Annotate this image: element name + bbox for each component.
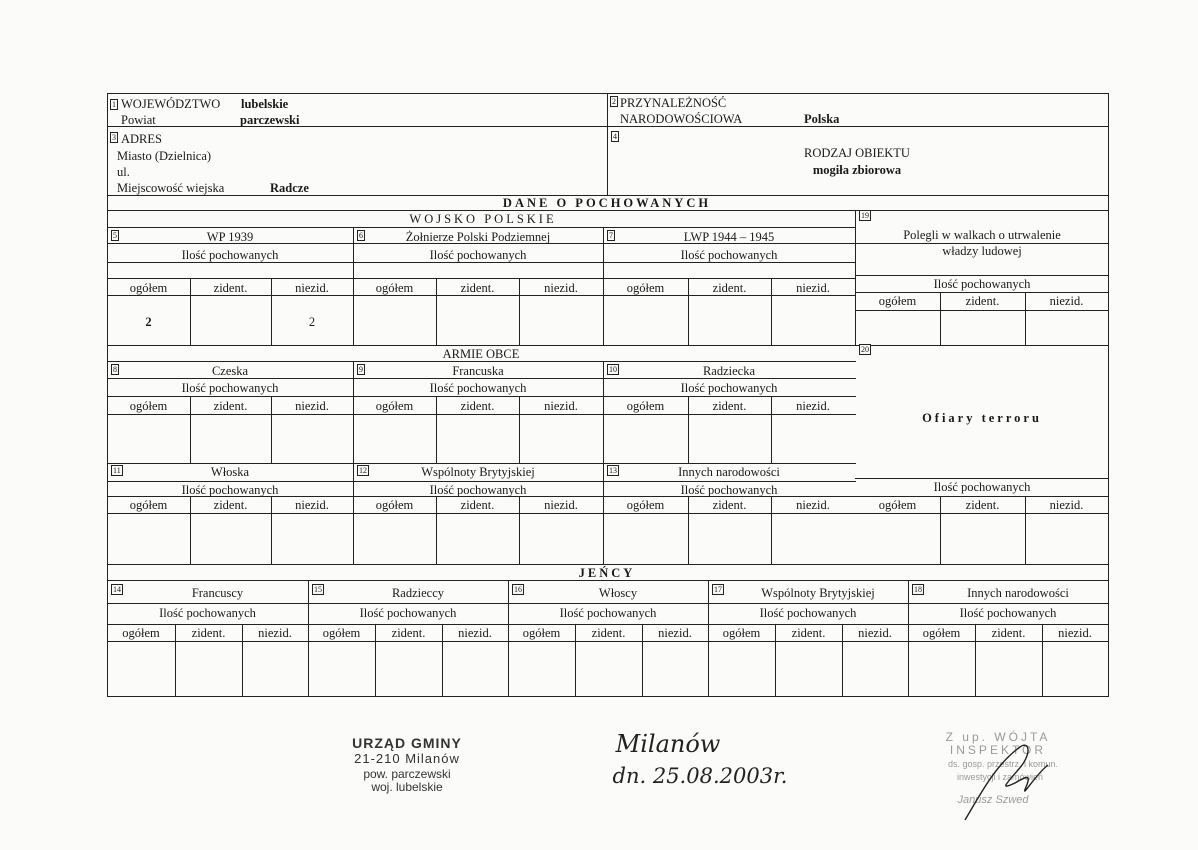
grid-line — [519, 396, 520, 464]
form-text: władzy ludowej — [942, 244, 1022, 258]
form-text: zident. — [991, 626, 1026, 640]
grid-line — [107, 641, 1109, 642]
field-number: 20 — [861, 345, 869, 354]
form-text: ADRES — [121, 132, 162, 146]
form-text: niezid. — [544, 399, 578, 413]
form-text: Ilość pochowanych — [181, 248, 279, 262]
form-text: ogółem — [522, 626, 561, 640]
grid-line — [771, 278, 772, 346]
grid-line — [107, 513, 1109, 514]
grid-line — [519, 496, 520, 565]
grid-line — [375, 624, 376, 697]
field-number: 5 — [113, 231, 117, 240]
grid-line — [107, 93, 1109, 94]
grid-line — [353, 463, 354, 565]
grid-line — [107, 93, 108, 697]
field-number: 14 — [113, 585, 121, 594]
field-number: 10 — [609, 365, 617, 374]
grid-line — [1042, 624, 1043, 697]
grid-line — [308, 580, 309, 697]
grid-line — [107, 603, 1109, 604]
grid-line — [190, 278, 191, 346]
form-text: INSPEKTOR — [949, 743, 1047, 757]
form-text: ogółem — [878, 498, 917, 512]
field-number: 13 — [609, 466, 617, 475]
form-text: ogółem — [375, 281, 414, 295]
field-number: 11 — [113, 466, 121, 475]
form-text: Włoscy — [598, 586, 638, 600]
form-text: ogółem — [129, 498, 168, 512]
grid-line — [190, 396, 191, 464]
grid-line — [1025, 292, 1026, 346]
grid-line — [107, 278, 856, 279]
grid-line — [771, 496, 772, 565]
grid-line — [436, 396, 437, 464]
form-text: Ilość pochowanych — [680, 248, 778, 262]
field-number: 1 — [112, 100, 116, 109]
field-number: 6 — [359, 231, 363, 240]
grid-line — [688, 496, 689, 565]
form-text: Ilość pochowanych — [933, 480, 1031, 494]
grid-line — [107, 463, 856, 464]
form-text: ogółem — [322, 626, 361, 640]
grid-line — [107, 210, 1109, 211]
form-text: niezid. — [458, 626, 492, 640]
form-text: NARODOWOŚCIOWA — [620, 112, 743, 126]
handwritten-date: dn. 25.08.2003r. — [612, 764, 788, 788]
form-text: WP 1939 — [206, 230, 254, 244]
grid-line — [353, 361, 354, 464]
grid-line — [519, 278, 520, 346]
grid-line — [436, 496, 437, 565]
signature-scribble — [957, 735, 1060, 825]
field-number: 12 — [359, 466, 367, 475]
grid-line — [688, 278, 689, 346]
grid-line — [271, 396, 272, 464]
grid-line — [107, 580, 1109, 581]
form-text: Żołnierze Polski Podziemnej — [405, 230, 551, 244]
field-number: 9 — [359, 365, 363, 374]
form-text: Ilość pochowanych — [680, 483, 778, 497]
grid-line — [855, 310, 1109, 311]
form-text: Ofiary terroru — [922, 411, 1042, 425]
count-unidentified: 2 — [308, 315, 316, 329]
grid-line — [575, 624, 576, 697]
form-text: niezid. — [796, 399, 830, 413]
form-text: zident. — [591, 626, 626, 640]
form-text: niezid. — [295, 399, 329, 413]
form-text: mogiła zbiorowa — [812, 163, 902, 177]
form-text: ogółem — [375, 399, 414, 413]
form-text: ogółem — [122, 626, 160, 640]
grid-line — [107, 396, 856, 397]
form-text: Ilość pochowanych — [559, 606, 657, 620]
handwritten-place: Milanów — [615, 730, 721, 758]
form-text: Powiat — [121, 113, 156, 127]
form-text: Czeska — [211, 364, 249, 378]
field-number: 17 — [714, 585, 722, 594]
form-text: zident. — [213, 281, 248, 295]
form-text: WOJSKO POLSKIE — [409, 212, 557, 226]
field-number: 4 — [613, 132, 617, 141]
grid-line — [107, 696, 1109, 697]
form-text: niezid. — [258, 626, 292, 640]
grid-line — [940, 292, 941, 346]
field-number: 19 — [861, 211, 869, 220]
form-text: niezid. — [544, 498, 578, 512]
form-text: niezid. — [796, 281, 830, 295]
form-text: zident. — [213, 498, 248, 512]
form-text: niezid. — [796, 498, 830, 512]
grid-line — [271, 496, 272, 565]
form-text: ogółem — [878, 294, 917, 308]
form-text: ogółem — [129, 281, 168, 295]
form-text: WOJEWÓDZTWO — [121, 97, 221, 111]
grid-line — [107, 481, 856, 482]
form-text: Innych narodowości — [678, 465, 780, 479]
form-text: ogółem — [375, 498, 414, 512]
form-text: Ilość pochowanych — [680, 381, 778, 395]
field-number: 8 — [113, 365, 117, 374]
form-text: Radziecka — [702, 364, 756, 378]
form-text: Ilość pochowanych — [159, 606, 256, 620]
grid-line — [603, 227, 604, 346]
form-text: zident. — [965, 498, 1000, 512]
grid-line — [855, 478, 1109, 479]
form-text: Ilość pochowanych — [429, 483, 527, 497]
form-text: ul. — [117, 165, 130, 179]
form-text: DANE O POCHOWANYCH — [502, 196, 712, 210]
form-text: zident. — [460, 281, 495, 295]
form-text: niezid. — [1049, 294, 1084, 308]
form-text: Z up. WÓJTA — [945, 730, 1051, 744]
form-text: ogółem — [626, 399, 665, 413]
form-text: inwestycji i zamówień — [956, 772, 1044, 782]
form-text: Ilość pochowanych — [759, 606, 857, 620]
form-text: Radzieccy — [391, 586, 445, 600]
form-text: RODZAJ OBIEKTU — [804, 146, 910, 160]
form-text: ogółem — [626, 498, 665, 512]
grid-line — [688, 396, 689, 464]
field-number: 2 — [612, 97, 616, 106]
form-text: Janusz Szwed — [957, 794, 1029, 806]
form-text: ogółem — [129, 399, 168, 413]
grid-line — [107, 414, 856, 415]
field-number: 15 — [314, 585, 322, 594]
form-text: URZĄD GMINY — [352, 735, 462, 751]
form-text: Francuska — [452, 364, 504, 378]
field-number: 3 — [112, 133, 116, 142]
grid-line — [855, 292, 1109, 293]
form-text: niezid. — [658, 626, 692, 640]
form-text: Radcze — [270, 181, 309, 195]
grid-line — [107, 345, 1109, 346]
grid-line — [107, 262, 856, 263]
form-text: Ilość pochowanych — [181, 483, 279, 497]
form-text: ds. gosp. przestrz. i komun. — [947, 759, 1059, 769]
form-text: niezid. — [1058, 626, 1092, 640]
form-text: niezid. — [295, 281, 329, 295]
grid-line — [603, 361, 604, 464]
grid-line — [940, 496, 941, 565]
form-text: 21-210 Milanów — [354, 751, 460, 766]
form-text: ogółem — [722, 626, 761, 640]
grid-line — [107, 624, 1109, 625]
grid-line — [436, 278, 437, 346]
grid-line — [107, 361, 856, 362]
grid-line — [353, 227, 354, 346]
form-text: PRZYNALEŻNOŚĆ — [620, 96, 727, 110]
form-text: JEŃCY — [578, 566, 636, 580]
form-text: ARMIE OBCE — [442, 347, 520, 361]
form-text: niezid. — [295, 498, 329, 512]
form-text: zident. — [712, 399, 747, 413]
form-text: ogółem — [922, 626, 961, 640]
form-text: Wspólnoty Brytyjskiej — [761, 586, 875, 600]
form-text: zident. — [965, 294, 1000, 308]
grid-line — [1025, 496, 1026, 565]
field-number: 7 — [609, 231, 613, 240]
form-text: parczewski — [240, 113, 300, 127]
count-total: 2 — [145, 315, 152, 329]
form-text: niezid. — [1049, 498, 1084, 512]
form-text: zident. — [191, 626, 226, 640]
form-text: zident. — [712, 281, 747, 295]
form-text: zident. — [391, 626, 426, 640]
form-text: LWP 1944 – 1945 — [683, 230, 775, 244]
form-text: Polska — [804, 112, 840, 126]
form-text: zident. — [791, 626, 826, 640]
form-text: Ilość pochowanych — [429, 381, 527, 395]
form-text: zident. — [213, 399, 248, 413]
field-number: 16 — [514, 585, 522, 594]
grid-line — [642, 624, 643, 697]
grid-line — [107, 564, 1109, 565]
grid-line — [175, 624, 176, 697]
form-text: Ilość pochowanych — [181, 381, 279, 395]
grid-line — [855, 275, 1109, 276]
grid-line — [442, 624, 443, 697]
grid-line — [107, 227, 856, 228]
form-text: Miejscowość wiejska — [117, 181, 225, 195]
form-text: niezid. — [544, 281, 578, 295]
grid-line — [603, 463, 604, 565]
grid-line — [775, 624, 776, 697]
grid-line — [107, 295, 856, 296]
form-text: Polegli w walkach o utrwalenie — [903, 228, 1061, 242]
grid-line — [1108, 93, 1109, 697]
form-text: Francuscy — [191, 586, 244, 600]
form-text: Wspólnoty Brytyjskiej — [421, 465, 535, 479]
grid-line — [242, 624, 243, 697]
grid-line — [508, 580, 509, 697]
form-text: Innych narodowości — [967, 586, 1069, 600]
field-number: 18 — [914, 585, 922, 594]
form-text: Ilość pochowanych — [359, 606, 457, 620]
form-text: Miasto (Dzielnica) — [117, 149, 212, 163]
form-text: pow. parczewski — [363, 767, 451, 781]
form-text: lubelskie — [241, 97, 289, 111]
form-text: zident. — [460, 498, 495, 512]
grid-line — [607, 126, 1109, 127]
form-text: Ilość pochowanych — [959, 606, 1057, 620]
form-text: zident. — [712, 498, 747, 512]
grid-line — [908, 580, 909, 697]
form-text: ogółem — [626, 281, 665, 295]
grid-line — [107, 378, 856, 379]
form-text: niezid. — [858, 626, 892, 640]
grid-line — [771, 396, 772, 464]
form-text: Włoska — [210, 465, 250, 479]
grid-line — [975, 624, 976, 697]
form-text: Ilość pochowanych — [933, 277, 1031, 291]
grid-line — [271, 278, 272, 346]
form-text: zident. — [460, 399, 495, 413]
form-text: Ilość pochowanych — [429, 248, 527, 262]
grid-line — [842, 624, 843, 697]
grid-line — [607, 93, 608, 196]
grid-line — [190, 496, 191, 565]
grid-line — [708, 580, 709, 697]
form-text: woj. lubelskie — [371, 780, 443, 794]
